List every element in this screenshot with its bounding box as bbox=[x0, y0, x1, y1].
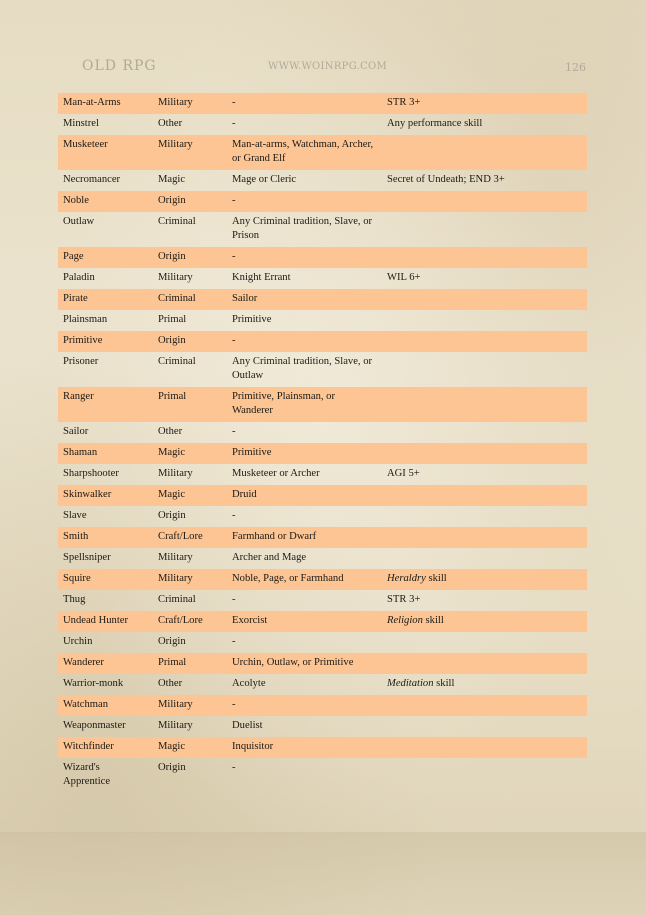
career-name-cell: Necromancer bbox=[63, 174, 121, 185]
career-name-cell: Warrior-monk bbox=[63, 678, 124, 689]
requirement-cell bbox=[382, 212, 587, 247]
requirement-cell bbox=[382, 611, 587, 632]
prerequisite-cell: Druid bbox=[227, 485, 382, 506]
table-row bbox=[58, 289, 587, 310]
page-header bbox=[0, 58, 646, 78]
requirement-skill-name: Heraldry bbox=[387, 573, 426, 584]
table-row bbox=[58, 310, 587, 331]
header-title: OLD RPG bbox=[82, 58, 157, 74]
page-bottom-band bbox=[0, 832, 646, 915]
career-name-cell: Wanderer bbox=[58, 653, 153, 674]
table-row bbox=[58, 352, 587, 387]
career-name-cell: Ranger bbox=[58, 387, 153, 422]
requirement-cell bbox=[382, 548, 587, 569]
career-name-cell: Primitive bbox=[58, 331, 153, 352]
prerequisite-cell: Mage or Cleric bbox=[232, 174, 297, 185]
table-row bbox=[58, 191, 587, 212]
career-type-cell: Military bbox=[153, 569, 227, 590]
career-name-cell: Slave bbox=[63, 510, 87, 521]
requirement-text: Any performance skill bbox=[387, 118, 483, 129]
table-row bbox=[58, 632, 587, 653]
table-row bbox=[58, 387, 587, 422]
requirement-text: skill bbox=[425, 573, 447, 584]
table-row bbox=[58, 170, 587, 191]
career-name-cell: Plainsman bbox=[63, 314, 108, 325]
prerequisite-cell: Exorcist bbox=[227, 611, 382, 632]
career-type-cell: Magic bbox=[153, 443, 227, 464]
career-type-cell: Craft/Lore bbox=[153, 611, 227, 632]
requirement-cell bbox=[382, 268, 587, 289]
career-name-cell: Page bbox=[58, 247, 153, 268]
career-name-cell: Wizard's Apprentice bbox=[63, 762, 111, 787]
prerequisite-cell: Urchin, Outlaw, or Primitive bbox=[227, 653, 382, 674]
career-type-cell: Military bbox=[158, 468, 193, 479]
career-name-cell: Noble bbox=[58, 191, 153, 212]
career-type-cell: Military bbox=[153, 695, 227, 716]
prerequisite-cell: - bbox=[227, 247, 382, 268]
table-row bbox=[58, 611, 587, 632]
career-name-cell: Urchin bbox=[63, 636, 93, 647]
requirement-skill-name: Religion bbox=[387, 615, 423, 626]
prerequisite-cell: - bbox=[227, 93, 382, 114]
requirement-cell bbox=[382, 758, 587, 793]
career-name-cell: Shaman bbox=[58, 443, 153, 464]
career-type-cell: Origin bbox=[153, 247, 227, 268]
requirement-cell bbox=[382, 716, 587, 737]
requirement-text: STR 3+ bbox=[387, 594, 421, 605]
career-type-cell: Other bbox=[158, 426, 183, 437]
career-type-cell: Magic bbox=[153, 485, 227, 506]
career-name-cell: Squire bbox=[58, 569, 153, 590]
table-row bbox=[58, 212, 587, 247]
career-type-cell: Other bbox=[158, 678, 183, 689]
requirement-cell bbox=[382, 527, 587, 548]
career-type-cell: Criminal bbox=[158, 356, 196, 367]
requirement-cell bbox=[382, 422, 587, 443]
prerequisite-cell: - bbox=[232, 510, 236, 521]
career-type-cell: Criminal bbox=[158, 594, 196, 605]
prerequisite-cell: Any Criminal tradition, Slave, or Prison bbox=[232, 216, 373, 241]
requirement-cell bbox=[382, 170, 587, 191]
career-name-cell: Musketeer bbox=[58, 135, 153, 170]
requirement-cell bbox=[382, 289, 587, 310]
career-name-cell: Pirate bbox=[58, 289, 153, 310]
career-type-cell: Military bbox=[158, 552, 193, 563]
prerequisite-cell: Musketeer or Archer bbox=[232, 468, 320, 479]
careers-table-body bbox=[58, 93, 587, 793]
requirement-cell bbox=[382, 506, 587, 527]
table-row bbox=[58, 527, 587, 548]
career-name-cell: Spellsniper bbox=[63, 552, 111, 563]
table-row bbox=[58, 758, 587, 793]
requirement-cell bbox=[382, 674, 587, 695]
career-name-cell: Sailor bbox=[63, 426, 89, 437]
career-type-cell: Military bbox=[153, 135, 227, 170]
requirement-cell bbox=[382, 632, 587, 653]
requirement-cell bbox=[382, 331, 587, 352]
career-name-cell: Minstrel bbox=[63, 118, 99, 129]
prerequisite-cell: - bbox=[232, 118, 236, 129]
table-row bbox=[58, 674, 587, 695]
career-type-cell: Military bbox=[153, 93, 227, 114]
table-row bbox=[58, 135, 587, 170]
page-number: 126 bbox=[565, 61, 586, 74]
prerequisite-cell: Man-at-arms, Watchman, Archer, or Grand Elf bbox=[227, 135, 382, 170]
table-row bbox=[58, 695, 587, 716]
career-type-cell: Primal bbox=[153, 653, 227, 674]
prerequisite-cell: Any Criminal tradition, Slave, or Outlaw bbox=[232, 356, 373, 381]
career-name-cell: Weaponmaster bbox=[63, 720, 126, 731]
requirement-cell bbox=[382, 695, 587, 716]
requirement-cell bbox=[382, 569, 587, 590]
prerequisite-cell: Primitive bbox=[227, 443, 382, 464]
career-type-cell: Origin bbox=[158, 762, 186, 773]
requirement-cell bbox=[382, 191, 587, 212]
prerequisite-cell: - bbox=[232, 762, 236, 773]
career-type-cell: Primal bbox=[153, 387, 227, 422]
requirement-text: skill bbox=[433, 678, 455, 689]
requirement-text: AGI 5+ bbox=[387, 468, 420, 479]
table-row bbox=[58, 548, 587, 569]
career-type-cell: Origin bbox=[158, 636, 186, 647]
career-type-cell: Military bbox=[158, 720, 193, 731]
requirement-cell bbox=[382, 352, 587, 387]
table-row bbox=[58, 443, 587, 464]
prerequisite-cell: Primitive, Plainsman, or Wanderer bbox=[227, 387, 382, 422]
table-row bbox=[58, 422, 587, 443]
career-type-cell: Magic bbox=[153, 737, 227, 758]
requirement-cell bbox=[382, 443, 587, 464]
requirement-text: STR 3+ bbox=[387, 97, 421, 108]
prerequisite-cell: - bbox=[232, 594, 236, 605]
prerequisite-cell: Farmhand or Dwarf bbox=[227, 527, 382, 548]
career-type-cell: Craft/Lore bbox=[153, 527, 227, 548]
table-row bbox=[58, 114, 587, 135]
prerequisite-cell: Knight Errant bbox=[232, 272, 291, 283]
prerequisite-cell: Primitive bbox=[232, 314, 272, 325]
table-row bbox=[58, 464, 587, 485]
prerequisite-cell: - bbox=[232, 426, 236, 437]
career-type-cell: Magic bbox=[158, 174, 186, 185]
prerequisite-cell: Inquisitor bbox=[227, 737, 382, 758]
career-name-cell: Thug bbox=[63, 594, 86, 605]
prerequisite-cell: Acolyte bbox=[232, 678, 266, 689]
prerequisite-cell: - bbox=[227, 695, 382, 716]
career-type-cell: Military bbox=[158, 272, 193, 283]
prerequisite-cell: - bbox=[227, 331, 382, 352]
career-name-cell: Witchfinder bbox=[58, 737, 153, 758]
career-name-cell: Man-at-Arms bbox=[58, 93, 153, 114]
careers-table bbox=[58, 93, 587, 793]
requirement-cell bbox=[382, 247, 587, 268]
career-name-cell: Outlaw bbox=[63, 216, 95, 227]
requirement-text: Secret of Undeath; END 3+ bbox=[387, 174, 505, 185]
requirement-skill-name: Meditation bbox=[387, 678, 434, 689]
career-type-cell: Primal bbox=[158, 314, 187, 325]
requirement-cell bbox=[382, 485, 587, 506]
career-name-cell: Skinwalker bbox=[58, 485, 153, 506]
requirement-cell bbox=[382, 310, 587, 331]
career-name-cell: Watchman bbox=[58, 695, 153, 716]
requirement-cell bbox=[382, 464, 587, 485]
career-type-cell: Criminal bbox=[158, 216, 196, 227]
career-name-cell: Paladin bbox=[63, 272, 95, 283]
career-type-cell: Origin bbox=[153, 191, 227, 212]
career-type-cell: Origin bbox=[153, 331, 227, 352]
career-name-cell: Sharpshooter bbox=[63, 468, 119, 479]
career-name-cell: Smith bbox=[58, 527, 153, 548]
table-row bbox=[58, 485, 587, 506]
prerequisite-cell: Noble, Page, or Farmhand bbox=[227, 569, 382, 590]
career-name-cell: Prisoner bbox=[63, 356, 99, 367]
table-row bbox=[58, 569, 587, 590]
prerequisite-cell: Duelist bbox=[232, 720, 263, 731]
header-url: WWW.WOINRPG.COM bbox=[268, 61, 388, 72]
requirement-text: skill bbox=[422, 615, 444, 626]
table-row bbox=[58, 653, 587, 674]
requirement-cell bbox=[382, 737, 587, 758]
table-row bbox=[58, 737, 587, 758]
requirement-cell bbox=[382, 114, 587, 135]
prerequisite-cell: Sailor bbox=[227, 289, 382, 310]
table-row bbox=[58, 268, 587, 289]
career-type-cell: Criminal bbox=[153, 289, 227, 310]
prerequisite-cell: - bbox=[227, 191, 382, 212]
requirement-cell bbox=[382, 653, 587, 674]
requirement-cell bbox=[382, 590, 587, 611]
career-type-cell: Origin bbox=[158, 510, 186, 521]
table-row bbox=[58, 93, 587, 114]
table-row bbox=[58, 590, 587, 611]
table-row bbox=[58, 716, 587, 737]
table-row bbox=[58, 247, 587, 268]
requirement-cell bbox=[382, 135, 587, 170]
prerequisite-cell: Archer and Mage bbox=[232, 552, 307, 563]
career-name-cell: Undead Hunter bbox=[58, 611, 153, 632]
career-type-cell: Other bbox=[158, 118, 183, 129]
requirement-cell bbox=[382, 387, 587, 422]
table-row bbox=[58, 506, 587, 527]
requirement-cell bbox=[382, 93, 587, 114]
table-row bbox=[58, 331, 587, 352]
requirement-text: WIL 6+ bbox=[387, 272, 421, 283]
prerequisite-cell: - bbox=[232, 636, 236, 647]
